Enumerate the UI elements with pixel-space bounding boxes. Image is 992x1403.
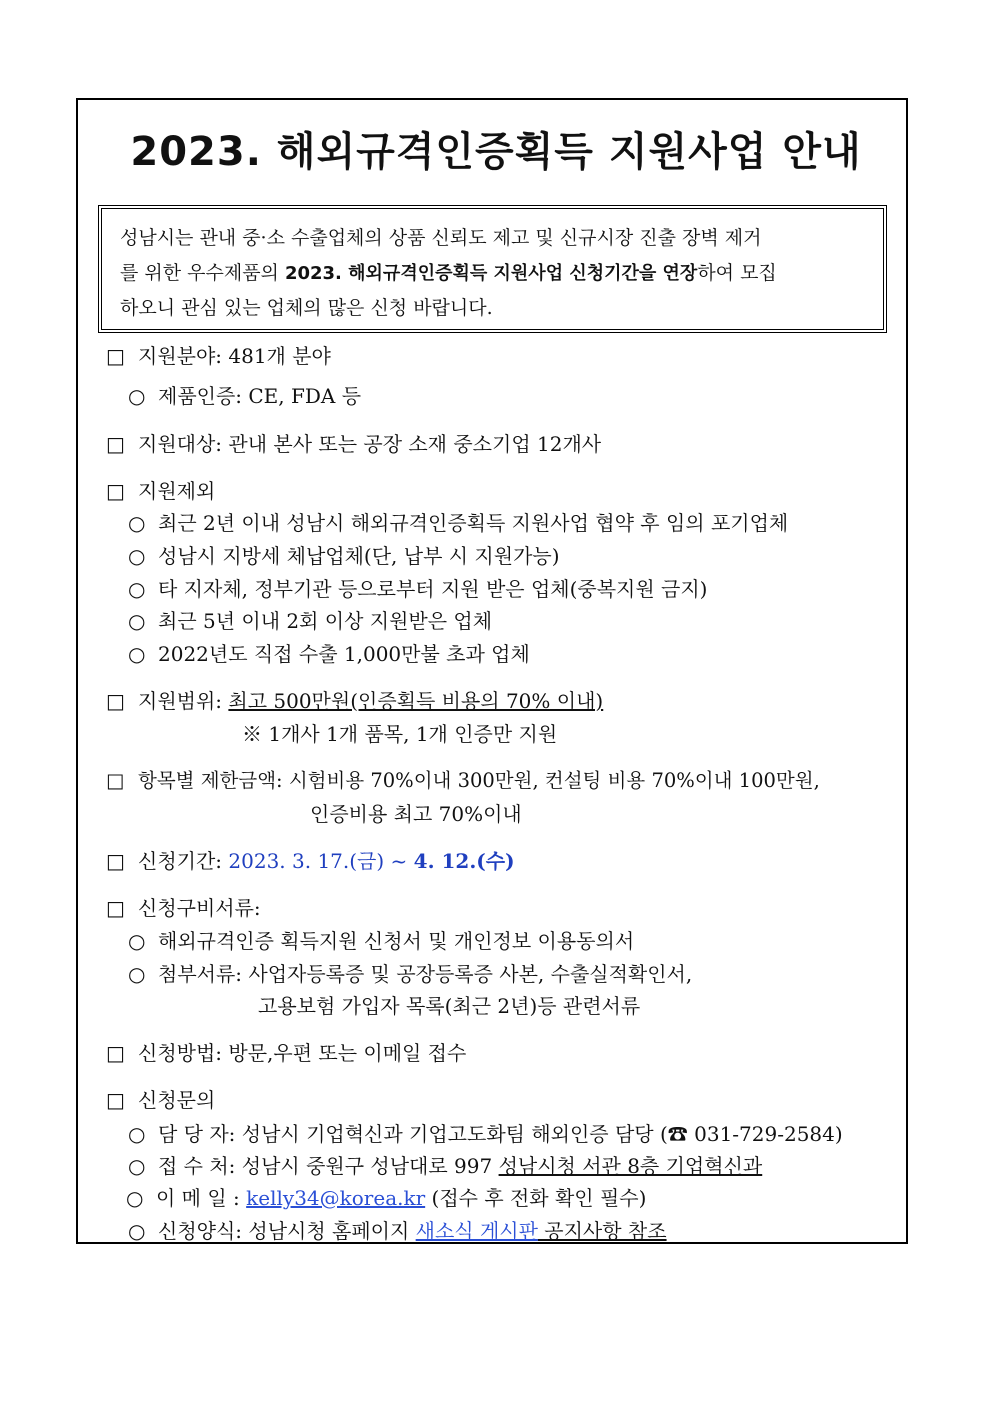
documents-item-2-cont: 고용보험 가입자 목록(최근 2년)등 관련서류 [258, 994, 641, 1018]
field-section [106, 342, 331, 370]
circle-bullet: ○ [128, 384, 146, 408]
documents-item [128, 927, 634, 955]
documents-item [128, 960, 692, 988]
square-bullet: □ [106, 1088, 125, 1112]
intro-line-2a: 를 위한 우수제품의 [120, 262, 285, 284]
contact-form-note: 공지사항 참조 [537, 1219, 667, 1243]
circle-bullet: ○ [126, 1186, 144, 1210]
documents-label: 신청구비서류: [138, 896, 261, 920]
contact-email-note: (접수 후 전화 확인 필수) [425, 1186, 647, 1210]
documents-item-1: 해외규격인증 획득지원 신청서 및 개인정보 이용동의서 [158, 929, 635, 953]
target-section [106, 430, 601, 458]
circle-bullet: ○ [128, 929, 146, 953]
contact-manager-text: 담 당 자: 성남시 기업혁신과 기업고도화팀 해외인증 담당 ( [158, 1122, 668, 1146]
limits-line-2: 인증비용 최고 70%이내 [310, 802, 522, 826]
exclusion-item [128, 607, 492, 635]
square-bullet: □ [106, 344, 125, 368]
square-bullet: □ [106, 432, 125, 456]
scope-section [106, 687, 603, 715]
circle-bullet: ○ [128, 577, 146, 601]
intro-line-2-bold: 2023. 해외규격인증획득 지원사업 신청기간을 연장 [284, 263, 698, 284]
circle-bullet: ○ [128, 642, 146, 666]
documents-section [106, 894, 261, 922]
intro-line-3: 하오니 관심 있는 업체의 많은 신청 바랍니다. [120, 297, 493, 319]
contact-form-text: 신청양식: 성남시청 홈페이지 [158, 1219, 416, 1243]
exclusion-item [128, 542, 560, 570]
contact-office [128, 1152, 762, 1180]
square-bullet: □ [106, 689, 125, 713]
period-section [106, 847, 515, 875]
method-section [106, 1039, 466, 1067]
contact-manager [128, 1120, 843, 1148]
intro-line-2c: 하여 모집 [697, 262, 777, 284]
scope-note: ※ 1개사 1개 품목, 1개 인증만 지원 [242, 722, 558, 746]
contact-email [126, 1184, 646, 1212]
contact-office-place: 성남시청 서관 8층 기업혁신과 [498, 1154, 763, 1178]
intro-line-1: 성남시는 관내 중·소 수출업체의 상품 신뢰도 제고 및 신규시장 진출 장벽 제거 [120, 227, 762, 249]
period-start: 2023. 3. 17.(금) ~ [228, 849, 414, 873]
method-text: 신청방법: 방문,우편 또는 이메일 접수 [138, 1041, 467, 1065]
exclusion-item-text: 2022년도 직접 수출 1,000만불 초과 업체 [158, 642, 530, 666]
exclusion-item-text: 성남시 지방세 체납업체(단, 납부 시 지원가능) [158, 544, 560, 568]
exclusion-item [128, 575, 707, 603]
field-sub [128, 382, 361, 410]
circle-bullet: ○ [128, 1154, 146, 1178]
documents-item-2: 첨부서류: 사업자등록증 및 공장등록증 사본, 수출실적확인서, [158, 962, 693, 986]
circle-bullet: ○ [128, 609, 146, 633]
contact-phone: 031-729-2584) [687, 1122, 843, 1146]
exclusion-label: 지원제외 [138, 479, 216, 503]
exclusion-item-text: 최근 2년 이내 성남시 해외규격인증획득 지원사업 협약 후 임의 포기업체 [158, 511, 789, 535]
scope-value: 최고 500만원(인증획득 비용의 70% 이내) [228, 689, 604, 713]
field-sub-text: 제품인증: CE, FDA 등 [158, 384, 362, 408]
scope-label: 지원범위: [138, 689, 229, 713]
square-bullet: □ [106, 769, 125, 792]
square-bullet: □ [106, 849, 125, 873]
contact-office-text: 접 수 처: 성남시 중원구 성남대로 997 [158, 1154, 499, 1178]
circle-bullet: ○ [128, 1122, 146, 1146]
period-label: 신청기간: [138, 849, 229, 873]
exclusion-item-text: 최근 5년 이내 2회 이상 지원받은 업체 [158, 609, 493, 633]
news-board-link[interactable]: 새소식 게시판 [415, 1219, 538, 1243]
square-bullet: □ [106, 1041, 125, 1065]
exclusion-item [128, 640, 530, 668]
page-title: 2023. 해외규격인증획득 지원사업 안내 [130, 129, 862, 175]
exclusion-item [128, 509, 788, 537]
square-bullet: □ [106, 896, 125, 920]
field-label: 지원분야: 481개 분야 [138, 344, 331, 368]
square-bullet: □ [106, 479, 125, 503]
circle-bullet: ○ [128, 962, 146, 986]
circle-bullet: ○ [128, 511, 146, 535]
contact-email-label: 이 메 일 : [156, 1186, 247, 1210]
exclusion-section [106, 477, 215, 505]
target-text: 지원대상: 관내 본사 또는 공장 소재 중소기업 12개사 [138, 432, 602, 456]
contact-section [106, 1086, 215, 1114]
intro-box [98, 205, 887, 333]
limits-line-1: 항목별 제한금액: 시험비용 70%이내 300만원, 컨설팅 비용 70%이내 100만원, [138, 769, 820, 792]
phone-icon: ☎ [667, 1122, 688, 1146]
circle-bullet: ○ [128, 1219, 146, 1243]
exclusion-item-text: 타 지자체, 정부기관 등으로부터 지원 받은 업체(중복지원 금지) [158, 577, 708, 601]
limits-section [106, 767, 820, 795]
circle-bullet: ○ [128, 544, 146, 568]
period-end: 4. 12.(수) [413, 849, 515, 873]
contact-label: 신청문의 [138, 1088, 216, 1112]
contact-form [128, 1217, 667, 1245]
email-link[interactable]: kelly34@korea.kr [246, 1186, 426, 1210]
